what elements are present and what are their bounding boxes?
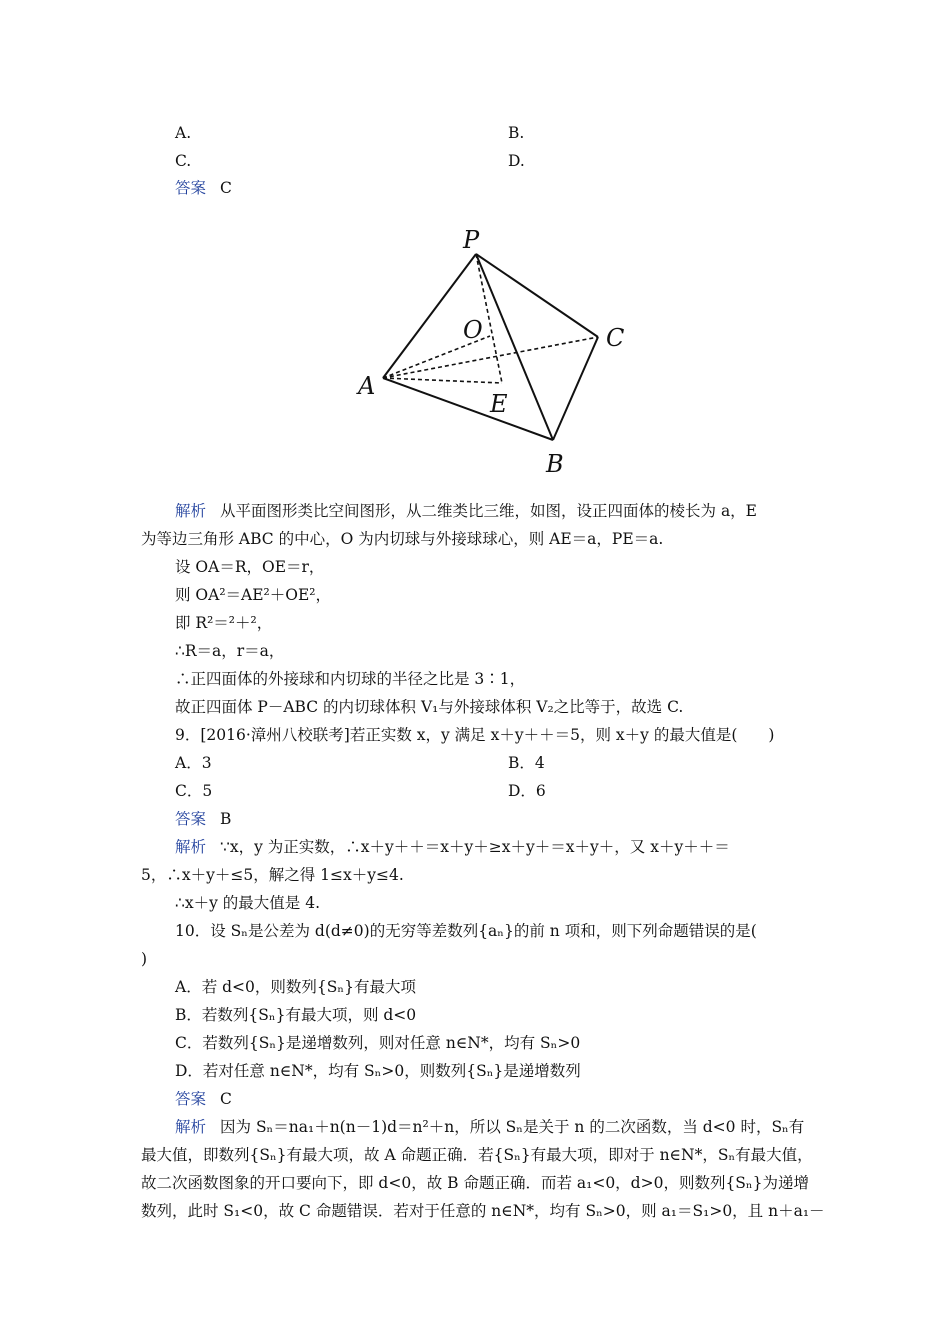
answer-label: 答案 — [175, 810, 207, 828]
analysis-text: 从平面图形类比空间图形，从二维类比三维，如图，设正四面体的棱长为 a，E — [220, 502, 758, 520]
q8-analysis-line-5: 即 R²＝²＋²， — [175, 614, 273, 632]
q10-analysis-line-2: 最大值，即数列{Sₙ}有最大项，故 A 命题正确．若{Sₙ}有最大项，即对于 n∈N*，Sₙ有最大值， — [141, 1146, 813, 1164]
analysis-label: 解析 — [175, 838, 207, 856]
q10-option-a: A．若 d<0，则数列{Sₙ}有最大项 — [175, 978, 416, 996]
analysis-text: 因为 Sₙ＝na₁＋n(n－1)d＝n²＋n，所以 Sₙ是关于 n 的二次函数，当 d<0 时，Sₙ有 — [220, 1118, 805, 1136]
q8-option-a: A. — [175, 124, 192, 142]
q9-option-d: D．6 — [508, 782, 546, 800]
q8-option-d: D. — [508, 152, 525, 170]
edge-pc — [476, 254, 598, 337]
q8-analysis-line-8: 故正四面体 P－ABC 的内切球体积 V₁与外接球体积 V₂之比等于，故选 C. — [175, 698, 684, 716]
q10-stem-line-2: ) — [141, 950, 148, 968]
q9-analysis-line-3: ∴x＋y 的最大值是 4. — [175, 894, 321, 912]
label-e: E — [490, 390, 508, 418]
tetrahedron-figure — [350, 222, 640, 482]
q8-analysis-line-7: ∴正四面体的外接球和内切球的半径之比是 3∶1， — [175, 670, 526, 688]
q9-analysis-line-2: 5，∴x＋y＋≤5，解之得 1≤x＋y≤4. — [141, 866, 404, 884]
label-a: A — [358, 372, 376, 400]
q8-analysis-line-1 — [175, 500, 757, 522]
segment-ae — [383, 378, 502, 383]
label-p: P — [463, 226, 480, 254]
q8-analysis-line-6: ∴R＝a，r＝a， — [175, 642, 285, 660]
q8-analysis-line-2: 为等边三角形 ABC 的中心，O 为内切球与外接球球心，则 AE＝a，PE＝a. — [141, 530, 664, 548]
q10-option-c: C．若数列{Sₙ}是递增数列，则对任意 n∈N*，均有 Sₙ>0 — [175, 1034, 581, 1052]
q9-option-c: C．5 — [175, 782, 213, 800]
edge-ac-hidden — [383, 337, 598, 378]
label-b: B — [546, 450, 564, 478]
edge-cb — [553, 337, 598, 440]
q9-option-a: A．3 — [175, 754, 212, 772]
q8-analysis-line-4: 则 OA²＝AE²＋OE²， — [175, 586, 331, 604]
q8-answer — [175, 177, 232, 199]
q10-stem-line-1: 10．设 Sₙ是公差为 d(d≠0)的无穷等差数列{aₙ}的前 n 项和，则下列命题错误的是( — [175, 922, 757, 940]
q9-analysis-line-1 — [175, 836, 730, 858]
answer-value: B — [220, 810, 232, 828]
answer-value: C — [220, 1090, 232, 1108]
analysis-label: 解析 — [175, 502, 207, 520]
q10-option-b: B．若数列{Sₙ}有最大项，则 d<0 — [175, 1006, 417, 1024]
analysis-text: ∵x，y 为正实数，∴x＋y＋＋＝x＋y＋≥x＋y＋＝x＋y＋，又 x＋y＋＋＝ — [220, 838, 730, 856]
q10-analysis-line-1 — [175, 1116, 804, 1138]
q10-analysis-line-3: 故二次函数图象的开口要向下，即 d<0，故 B 命题正确．而若 a₁<0，d>0，则数列{Sₙ}为递增 — [141, 1174, 809, 1192]
answer-label: 答案 — [175, 179, 207, 197]
q10-analysis-line-4: 数列，此时 S₁<0，故 C 命题错误．若对于任意的 n∈N*，均有 Sₙ>0，则 a₁＝S₁>0，且 n＋a₁－ — [141, 1202, 825, 1220]
q9-answer — [175, 808, 231, 830]
q9-option-b: B．4 — [508, 754, 545, 772]
analysis-label: 解析 — [175, 1118, 207, 1136]
answer-value: C — [220, 179, 232, 197]
q8-analysis-line-3: 设 OA＝R，OE＝r， — [175, 558, 325, 576]
label-c: C — [606, 324, 625, 352]
q8-option-b: B. — [508, 124, 525, 142]
q10-answer — [175, 1088, 232, 1110]
q8-option-c: C. — [175, 152, 192, 170]
label-o: O — [463, 316, 483, 344]
tetrahedron-dashed-lines — [383, 254, 598, 383]
q9-stem: 9．[2016·漳州八校联考]若正实数 x，y 满足 x＋y＋＋＝5，则 x＋y 的最大值是( ) — [175, 726, 775, 744]
edge-ab — [383, 378, 553, 440]
answer-label: 答案 — [175, 1090, 207, 1108]
q10-option-d: D．若对任意 n∈N*，均有 Sₙ>0，则数列{Sₙ}是递增数列 — [175, 1062, 581, 1080]
